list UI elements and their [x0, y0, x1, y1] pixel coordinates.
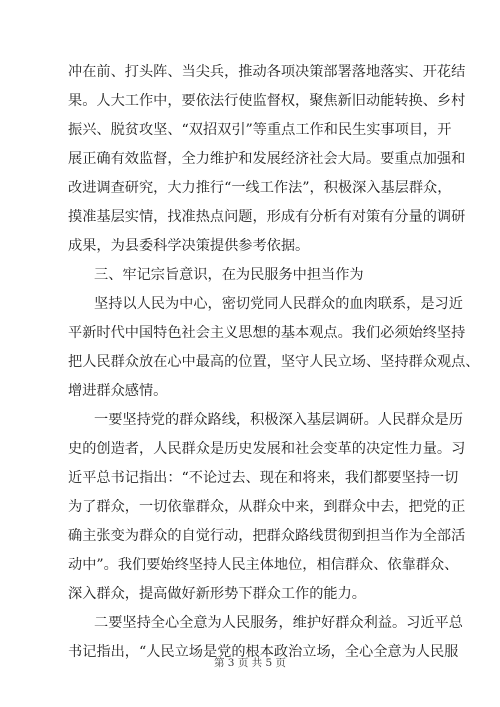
body-line: 为了群众，一切依靠群众，从群众中来，到群众中去，把党的正	[68, 499, 466, 515]
body-line: 坚持以人民为中心，密切党同人民群众的血肉联系，是习近	[94, 296, 463, 312]
body-line: 果。人大工作中，要依法行使监督权，聚焦新旧动能转换、乡村	[68, 93, 466, 109]
body-line: 改进调查研究，大力推行“一线工作法”，积极深入基层群众，	[68, 180, 452, 196]
page-number-footer: 第 3 页 共 5 页	[213, 657, 287, 669]
body-line: 近平总书记指出：“不论过去、现在和将来，我们都要坚持一切	[68, 470, 459, 486]
body-line: 冲在前、打头阵、当尖兵，推动各项决策部署落地落实、开花结	[68, 64, 466, 80]
body-line: 平新时代中国特色社会主义思想的基本观点。我们必须始终坚持	[68, 325, 466, 341]
body-line: 振兴、脱贫攻坚、“双招双引”等重点工作和民生实事项目，开	[68, 122, 452, 138]
body-line: 一要坚持党的群众路线，积极深入基层调研。人民群众是历	[94, 412, 463, 428]
body-line: 书记指出，“人民立场是党的根本政治立场，全心全意为人民服	[68, 644, 459, 660]
body-line: 成果，为县委科学决策提供参考依据。	[68, 238, 310, 254]
body-line: 深入群众，提高做好新形势下群众工作的能力。	[68, 586, 366, 602]
section-heading: 三、牢记宗旨意识，在为民服务中担当作为	[94, 267, 364, 283]
body-line: 增进群众感情。	[68, 383, 168, 399]
body-line: 确主张变为群众的自觉行动，把群众路线贯彻到担当作为全部活	[68, 528, 466, 544]
body-line: 史的创造者，人民群众是历史发展和社会变革的决定性力量。习	[68, 441, 466, 457]
body-line: 动中”。我们要始终坚持人民主体地位，相信群众、依靠群众、	[68, 557, 459, 573]
body-line: 二要坚持全心全意为人民服务，维护好群众利益。习近平总	[94, 615, 463, 631]
body-line: 把人民群众放在心中最高的位置，坚守人民立场、坚持群众观点、	[68, 354, 480, 370]
body-line: 展正确有效监督，全力维护和发展经济社会大局。要重点加强和	[68, 151, 466, 167]
body-line: 摸准基层实情，找准热点问题，形成有分析有对策有分量的调研	[68, 209, 466, 225]
